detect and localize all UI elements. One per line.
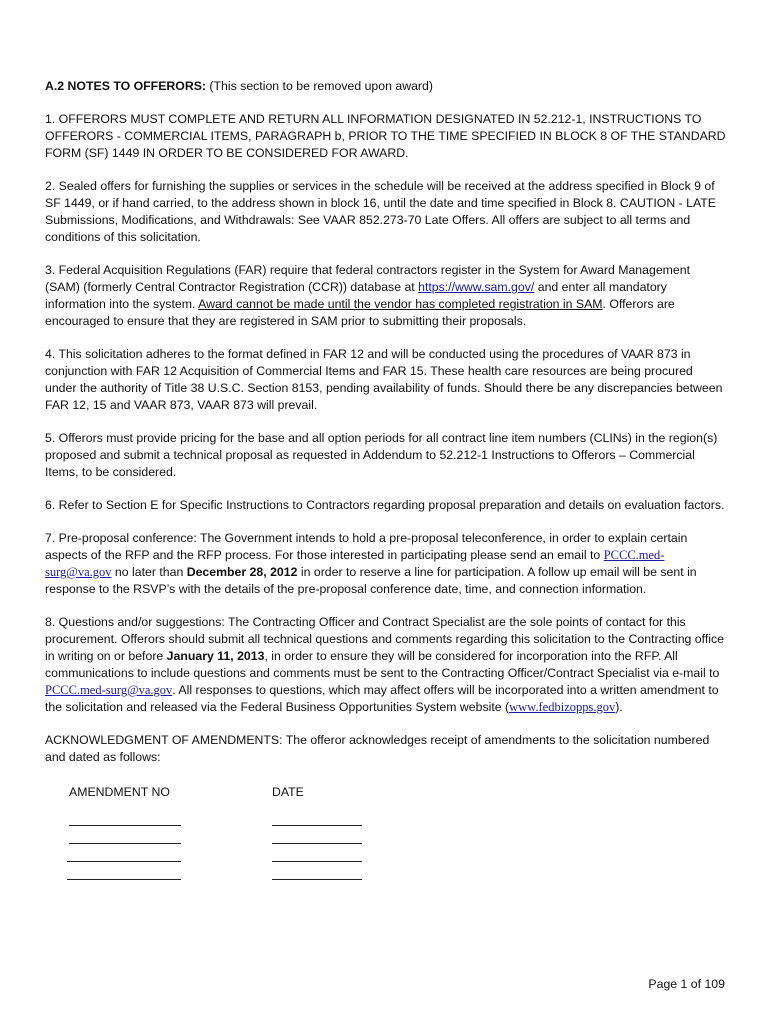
paragraph-8-text-a: 8. Questions and/or suggestions: The Contracting Officer and Contract Specialist are the sole points of contact for this procurement. Offerors should submit all technical questions and comments regarding this solicitation to the Contracting office in writing on or before: [45, 615, 724, 663]
rsvp-deadline: December 28, 2012: [186, 565, 298, 579]
paragraph-7-text-b: no later than: [111, 565, 187, 579]
amendment-no-line-3[interactable]: [67, 861, 181, 862]
amendment-no-header: AMENDMENT NO: [69, 785, 170, 799]
page-number: Page 1 of 109: [648, 977, 725, 991]
paragraph-5: 5. Offerors must provide pricing for the base and all option periods for all contract line item numbers (CLINs) in the region(s) proposed and submit a technical proposal as requested in Addendum to 52.212-1 Instructions to Offerors – Commercial Items, to be considered.: [45, 431, 718, 479]
amendment-table-header: [45, 784, 727, 814]
email-link-questions[interactable]: PCCC.med-surg@va.gov: [45, 683, 173, 697]
paragraph-1: 1. OFFERORS MUST COMPLETE AND RETURN ALL INFORMATION DESIGNATED IN 52.212-1, INSTRUCTIONS TO OFFERORS - COMMERCIAL ITEMS, PARAGRAPH b, PRIOR TO THE TIME SPECIFIED IN BLOCK 8 OF THE STANDARD FORM (SF) 1449 IN ORDER TO BE CONSIDERED FOR AWARD.: [45, 112, 726, 160]
paragraph-3-text-b: and enter all mandatory information into the system.: [45, 280, 667, 311]
paragraph-3-text-a: 3. Federal Acquisition Regulations (FAR) require that federal contractors register in the System for Award Management (SAM) (formerly Central Contractor Registration (CCR)) database at: [45, 263, 690, 294]
amendment-no-line-4[interactable]: [67, 879, 181, 880]
acknowledgment-paragraph: ACKNOWLEDGMENT OF AMENDMENTS: The offeror acknowledges receipt of amendments to the solicitation numbered and dated as follows:: [45, 733, 710, 764]
amendment-date-line-1[interactable]: [272, 825, 362, 826]
paragraph-6: 6. Refer to Section E for Specific Instructions to Contractors regarding proposal preparation and details on evaluation factors.: [45, 498, 725, 512]
fedbizopps-link[interactable]: www.fedbizopps.gov: [509, 700, 616, 714]
amendment-entry-lines: [45, 814, 727, 894]
section-heading-note: (This section to be removed upon award): [206, 79, 433, 93]
paragraph-8-text-d: ).: [615, 700, 623, 714]
questions-deadline: January 11, 2013: [166, 649, 265, 663]
paragraph-3: [45, 262, 727, 330]
document-body: [45, 78, 727, 894]
section-heading-label: A.2 NOTES TO OFFERORS:: [45, 79, 207, 93]
amendment-date-line-4[interactable]: [272, 879, 362, 880]
paragraph-7-text-a: 7. Pre-proposal conference: The Government intends to hold a pre-proposal teleconference, in order to explain certain aspects of the RFP and the RFP process. For those interested in participating please send an email to: [45, 531, 688, 562]
amendment-date-line-2[interactable]: [272, 843, 362, 844]
paragraph-8-text-c: . All responses to questions, which may affect offers will be incorporated into a written amendment to the solicitation and released via the Federal Business Opportunities System website (: [45, 683, 719, 714]
paragraph-8: [45, 614, 727, 716]
paragraph-2: 2. Sealed offers for furnishing the supplies or services in the schedule will be received at the address specified in Block 9 of SF 1449, or if hand carried, to the address shown in block 16, until the date and time specified in Block 8. CAUTION - LATE Submissions, Modifications, and Withdrawals: See VAAR 852.273-70 Late Offers. All offers are subject to all terms and conditions of this solicitation.: [45, 179, 716, 244]
paragraph-4: 4. This solicitation adheres to the format defined in FAR 12 and will be conducted using the procedures of VAAR 873 in conjunction with FAR 12 Acquisition of Commercial Items and FAR 15. These health care resources are being procured under the authority of Title 38 U.S.C. Section 8153, pending availability of funds. Should there be any discrepancies between FAR 12, 15 and VAAR 873, VAAR 873 will prevail.: [45, 347, 723, 412]
sam-registration-notice: Award cannot be made until the vendor has completed registration in SAM: [198, 297, 603, 311]
paragraph-7: [45, 530, 727, 598]
amendment-no-line-1[interactable]: [69, 825, 181, 826]
sam-link[interactable]: https://www.sam.gov/: [418, 280, 535, 294]
amendment-no-line-2[interactable]: [69, 843, 181, 844]
paragraph-3-text-c: . Offerors are encouraged to ensure that they are registered in SAM prior to submitting their proposals.: [45, 297, 675, 328]
paragraph-7-text-c: in order to reserve a line for participation. A follow up email will be sent in response to the RSVP’s with the details of the pre-proposal conference date, time, and connection information.: [45, 565, 697, 596]
section-heading: [45, 78, 727, 95]
amendment-date-header: DATE: [272, 785, 304, 799]
email-link-rsvp[interactable]: PCCC.med-surg@va.gov: [45, 548, 665, 579]
amendment-date-line-3[interactable]: [272, 861, 362, 862]
paragraph-8-text-b: , in order to ensure they will be considered for incorporation into the RFP. All communications to include questions and comments must be sent to the Contracting Officer/Contract Specialist via e-mail to: [45, 649, 720, 680]
